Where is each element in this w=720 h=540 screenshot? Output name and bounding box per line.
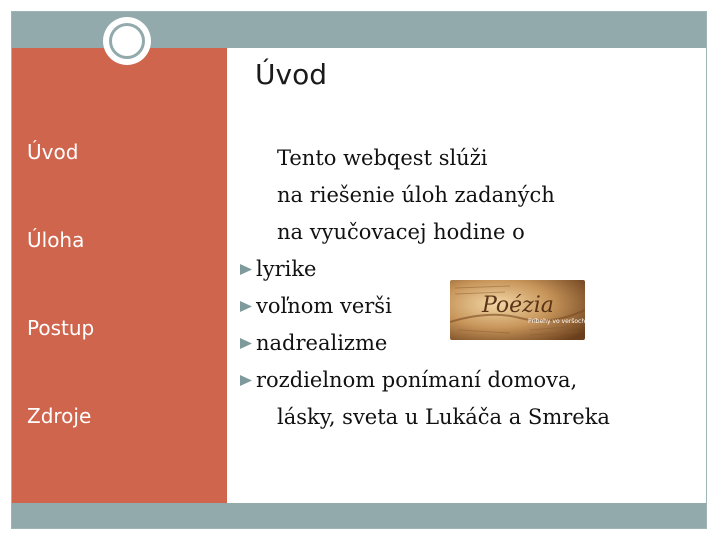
list-item-continuation: lásky, sveta u Lukáča a Smreka [277,405,610,429]
list-item [240,251,317,288]
list-item-text: lyrike [256,257,317,281]
intro-line: Tento webqest slúži [277,146,488,170]
image-subtitle-text: Príbehy vo veršoch [528,318,585,325]
intro-line: na riešenie úloh zadaných [277,183,555,207]
page-title: Úvod [255,58,327,91]
list-item-text: rozdielnom ponímaní domova, [256,368,578,392]
bullet-icon [240,300,253,313]
bottom-band [12,503,706,528]
sidebar [12,48,227,503]
intro-line: na vyučovacej hodine o [277,220,525,244]
list-item-text: voľnom verši [256,294,392,318]
sidebar-item-zdroje[interactable]: Zdroje [27,404,92,428]
sidebar-item-uloha[interactable]: Úloha [27,228,85,252]
logo-ring-icon [109,23,145,59]
list-item-text: nadrealizme [256,331,388,355]
sidebar-divider [227,48,228,503]
bullet-icon [240,263,253,276]
sidebar-item-uvod[interactable]: Úvod [27,140,79,164]
list-item [240,325,387,362]
image-title-text: Poézia [482,293,554,318]
list-item [240,362,577,399]
poetry-book-image [450,280,585,340]
sidebar-item-postup[interactable]: Postup [27,316,95,340]
bullet-icon [240,337,253,350]
bullet-icon [240,374,253,387]
list-item [240,288,392,325]
